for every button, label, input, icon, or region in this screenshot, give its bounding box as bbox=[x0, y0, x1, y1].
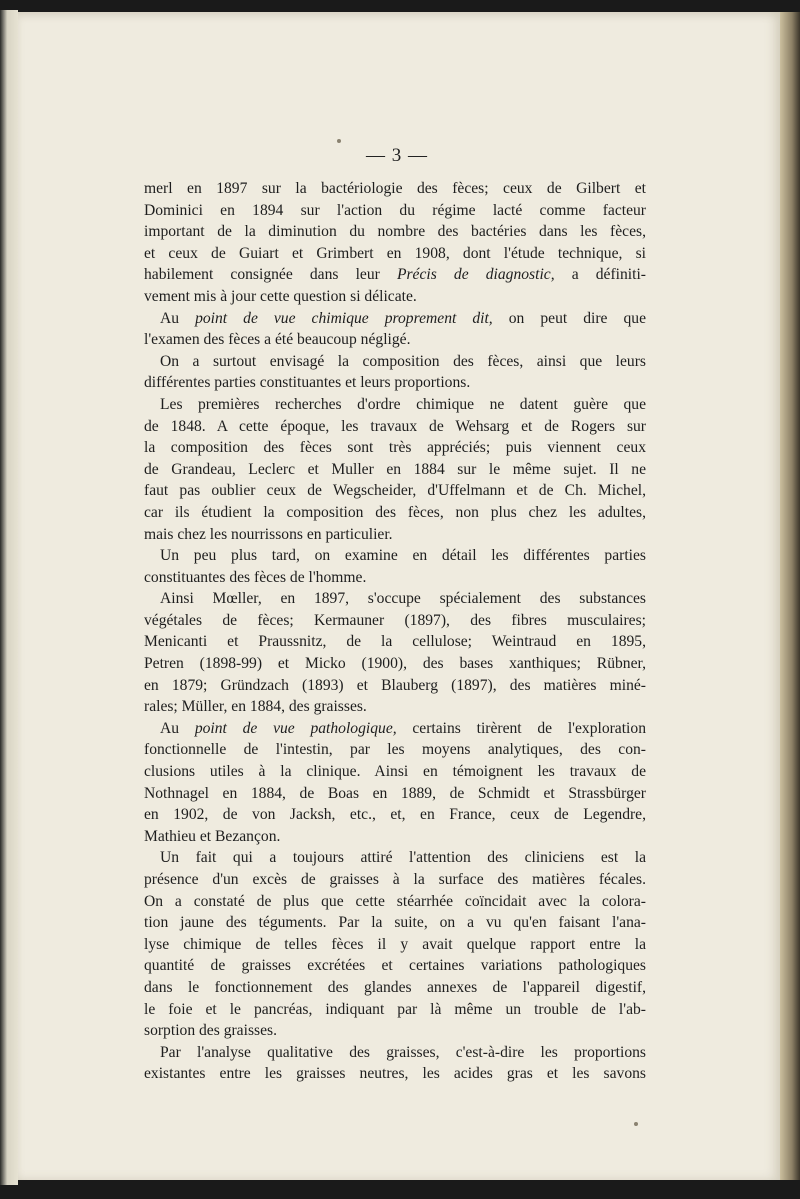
page-number: — 3 — bbox=[366, 145, 428, 166]
text-line: constituantes des fèces de l'homme. bbox=[144, 568, 367, 586]
text-line: faut pas oublier ceux de Wegscheider, d'Uffelmann et de Ch. Michel, bbox=[144, 482, 646, 500]
text-line: car ils étudient la composition des fèces, non plus chez les adultes, bbox=[144, 503, 646, 521]
text-line: dans le fonctionnement des glandes annexes de l'appareil digestif, bbox=[144, 978, 646, 996]
text-line: merl en 1897 sur la bactériologie des fèces; ceux de Gilbert et bbox=[144, 180, 646, 197]
text-line: de 1848. A cette époque, les travaux de Wehsarg et de Rogers sur bbox=[144, 417, 646, 435]
text-line: en 1902, de von Jacksh, etc., et, en France, ceux de Legendre, bbox=[144, 806, 646, 824]
text-line: le foie et le pancréas, indiquant par là même un trouble de l'ab- bbox=[144, 1000, 646, 1018]
text-line: Menicanti et Praussnitz, de la cellulose; Weintraud en 1895, bbox=[144, 633, 646, 651]
text-line: la composition des fèces sont très appréciés; puis viennent ceux bbox=[144, 439, 646, 457]
text-line: différentes parties constituantes et leurs proportions. bbox=[144, 374, 471, 392]
paper-speck bbox=[337, 139, 341, 143]
text-line: Les premières recherches d'ordre chimique ne datent guère que bbox=[160, 395, 646, 413]
left-page-edge bbox=[0, 10, 18, 1185]
text-line: végétales de fèces; Kermauner (1897), des fibres musculaires; bbox=[144, 611, 646, 629]
text-line: Un fait qui a toujours attiré l'attention des cliniciens est la bbox=[160, 849, 646, 867]
italic-phrase: point de vue pathologique, bbox=[194, 719, 397, 737]
italic-title: Précis de diagnostic, bbox=[396, 266, 555, 284]
text-line: rales; Müller, en 1884, des graisses. bbox=[144, 698, 367, 716]
text-line: Ainsi Mœller, en 1897, s'occupe spécialement des substances bbox=[160, 590, 646, 608]
text-line: mais chez les nourrissons en particulier. bbox=[144, 525, 393, 543]
text-line: Par l'analyse qualitative des graisses, c'est-à-dire les proportions bbox=[160, 1043, 646, 1061]
text-line: l'examen des fèces a été beaucoup négligé. bbox=[144, 331, 411, 349]
text-line: Mathieu et Bezançon. bbox=[144, 827, 281, 845]
paper-speck bbox=[634, 1122, 638, 1126]
text-line: habilement consignée dans leur Précis de diagnostic, a définiti- bbox=[144, 266, 646, 284]
text-line: vement mis à jour cette question si délicate. bbox=[144, 287, 417, 305]
text-line: existantes entre les graisses neutres, les acides gras et les savons bbox=[144, 1065, 646, 1083]
text-line: en 1879; Gründzach (1893) et Blauberg (1897), des matières miné- bbox=[144, 676, 646, 694]
text-line: clusions utiles à la clinique. Ainsi en témoignent les travaux de bbox=[144, 763, 646, 781]
text-line: Petren (1898-99) et Micko (1900), des bases xanthiques; Rübner, bbox=[144, 655, 646, 673]
text-line: Nothnagel en 1884, de Boas en 1889, de Schmidt et Strassbürger bbox=[144, 784, 646, 802]
text-line: sorption des graisses. bbox=[144, 1022, 277, 1040]
right-page-edge bbox=[780, 12, 800, 1180]
text-line: présence d'un excès de graisses à la surface des matières fécales. bbox=[144, 871, 646, 888]
text-line: Au point de vue chimique proprement dit, on peut dire que bbox=[160, 309, 646, 327]
body-text bbox=[144, 178, 646, 1085]
text-line: On a constaté de plus que cette stéarrhée coïncidait avec la colora- bbox=[144, 892, 646, 910]
italic-phrase: point de vue chimique proprement dit, bbox=[195, 309, 493, 327]
text-line: fonctionnelle de l'intestin, par les moyens analytiques, des con- bbox=[144, 741, 646, 759]
text-line: tion jaune des téguments. Par la suite, on a vu qu'en faisant l'ana- bbox=[144, 914, 646, 932]
text-line: Dominici en 1894 sur l'action du régime lacté comme facteur bbox=[144, 201, 646, 219]
text-line: important de la diminution du nombre des bactéries dans les fèces, bbox=[144, 223, 646, 241]
text-line: On a surtout envisagé la composition des fèces, ainsi que leurs bbox=[160, 352, 646, 370]
text-line: lyse chimique de telles fèces il y avait quelque rapport entre la bbox=[144, 935, 646, 953]
text-line: Au point de vue pathologique, certains tirèrent de l'exploration bbox=[160, 719, 646, 737]
text-line: de Grandeau, Leclerc et Muller en 1884 sur le même sujet. Il ne bbox=[144, 460, 646, 478]
text-line: Un peu plus tard, on examine en détail les différentes parties bbox=[160, 547, 646, 565]
text-line: et ceux de Guiart et Grimbert en 1908, dont l'étude technique, si bbox=[144, 244, 646, 262]
text-line: quantité de graisses excrétées et certaines variations pathologiques bbox=[144, 957, 646, 975]
